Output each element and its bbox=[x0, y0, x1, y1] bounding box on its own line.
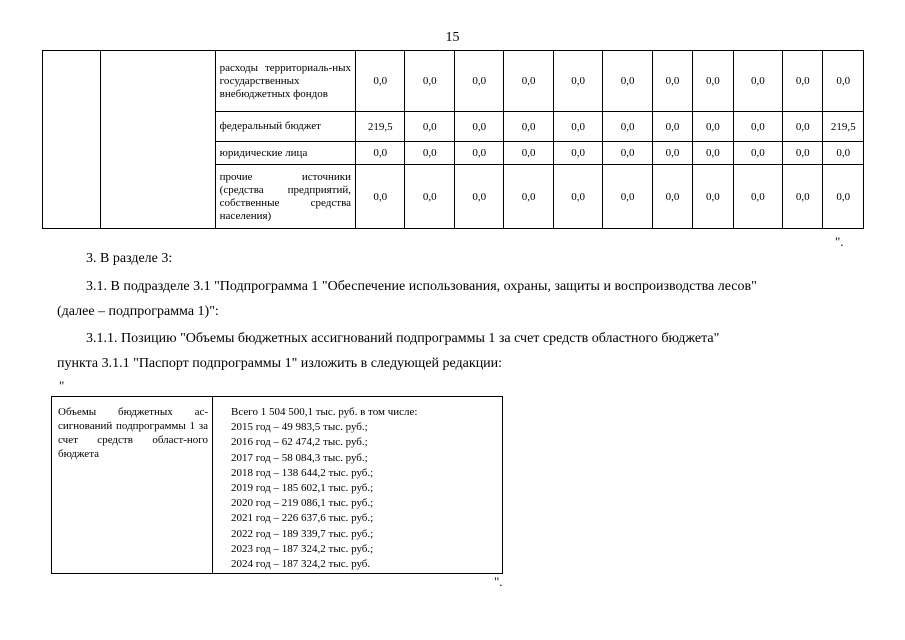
value-cell: 0,0 bbox=[504, 165, 553, 229]
closing-quote: ". bbox=[494, 574, 503, 589]
row-label: федеральный бюджет bbox=[215, 112, 355, 142]
value-cell: 219,5 bbox=[356, 112, 405, 142]
value-cell: 0,0 bbox=[693, 165, 733, 229]
passport-line: 2019 год – 185 602,1 тыс. руб.; bbox=[231, 482, 374, 495]
row-label: прочие источники (средства предприятий, собственные средства населения) bbox=[215, 165, 355, 229]
value-cell: 0,0 bbox=[454, 165, 503, 229]
value-cell: 0,0 bbox=[553, 112, 602, 142]
value-cell: 0,0 bbox=[693, 112, 733, 142]
opening-quote: " bbox=[59, 378, 65, 393]
passport-table bbox=[51, 396, 503, 574]
value-cell: 0,0 bbox=[733, 142, 782, 165]
passport-line: 2016 год – 62 474,2 тыс. руб.; bbox=[231, 436, 368, 449]
value-cell: 0,0 bbox=[454, 142, 503, 165]
passport-line: Всего 1 504 500,1 тыс. руб. в том числе: bbox=[231, 406, 418, 418]
value-cell: 0,0 bbox=[733, 112, 782, 142]
value-cell: 0,0 bbox=[783, 165, 823, 229]
passport-label: Объемы бюджетных ас-сигнований подпрограммы 1 за счет средств област-ного бюджета bbox=[52, 397, 213, 574]
value-cell: 0,0 bbox=[356, 142, 405, 165]
passport-line: 2021 год – 226 637,6 тыс. руб.; bbox=[231, 512, 374, 525]
value-cell: 0,0 bbox=[504, 51, 553, 112]
paragraph-3-1-1: 3.1.1. Позицию "Объемы бюджетных ассигнований подпрограммы 1 за счет средств областного бюджета" bbox=[86, 331, 720, 346]
value-cell: 0,0 bbox=[504, 142, 553, 165]
value-cell: 0,0 bbox=[783, 112, 823, 142]
passport-line: 2022 год – 189 339,7 тыс. руб.; bbox=[231, 527, 374, 540]
value-cell: 0,0 bbox=[652, 165, 692, 229]
value-cell: 0,0 bbox=[356, 165, 405, 229]
value-cell: 0,0 bbox=[652, 51, 692, 112]
value-cell: 0,0 bbox=[733, 165, 782, 229]
value-cell: 0,0 bbox=[603, 51, 652, 112]
value-cell: 0,0 bbox=[405, 142, 454, 165]
paragraph-3-1-continued: (далее – подпрограмма 1)": bbox=[57, 304, 219, 319]
passport-line: 2018 год – 138 644,2 тыс. руб.; bbox=[231, 466, 374, 479]
value-cell: 0,0 bbox=[783, 51, 823, 112]
value-cell: 0,0 bbox=[504, 112, 553, 142]
value-cell: 0,0 bbox=[652, 142, 692, 165]
value-cell: 0,0 bbox=[823, 51, 864, 112]
section-heading: 3. В разделе 3: bbox=[86, 251, 173, 266]
passport-line: 2015 год – 49 983,5 тыс. руб.; bbox=[231, 421, 368, 434]
value-cell: 0,0 bbox=[733, 51, 782, 112]
value-cell: 0,0 bbox=[603, 112, 652, 142]
passport-line: 2023 год – 187 324,2 тыс. руб.; bbox=[231, 542, 374, 555]
value-cell: 0,0 bbox=[553, 142, 602, 165]
value-cell: 0,0 bbox=[356, 51, 405, 112]
value-cell: 0,0 bbox=[823, 142, 864, 165]
value-cell: 0,0 bbox=[454, 112, 503, 142]
value-cell: 0,0 bbox=[454, 51, 503, 112]
value-cell: 0,0 bbox=[693, 51, 733, 112]
passport-line: 2024 год – 187 324,2 тыс. руб. bbox=[231, 558, 371, 571]
value-cell: 0,0 bbox=[553, 165, 602, 229]
value-cell: 0,0 bbox=[783, 142, 823, 165]
passport-line: 2017 год – 58 084,3 тыс. руб.; bbox=[231, 451, 368, 464]
value-cell: 0,0 bbox=[603, 142, 652, 165]
value-cell: 219,5 bbox=[823, 112, 864, 142]
paragraph-3-1: 3.1. В подразделе 3.1 "Подпрограмма 1 "Обеспечение использования, охраны, защиты и воспроизводства лесов" bbox=[86, 279, 757, 294]
value-cell: 0,0 bbox=[652, 112, 692, 142]
value-cell: 0,0 bbox=[405, 165, 454, 229]
paragraph-3-1-1-continued: пункта 3.1.1 "Паспорт подпрограммы 1" изложить в следующей редакции: bbox=[57, 356, 503, 371]
value-cell: 0,0 bbox=[553, 51, 602, 112]
value-cell: 0,0 bbox=[603, 165, 652, 229]
row-label: юридические лица bbox=[215, 142, 355, 165]
empty-cell bbox=[100, 51, 215, 229]
budget-sources-table bbox=[42, 50, 864, 229]
page-number: 15 bbox=[445, 30, 460, 45]
empty-cell bbox=[43, 51, 101, 229]
passport-line: 2020 год – 219 086,1 тыс. руб.; bbox=[231, 497, 374, 510]
value-cell: 0,0 bbox=[405, 112, 454, 142]
value-cell: 0,0 bbox=[405, 51, 454, 112]
value-cell: 0,0 bbox=[693, 142, 733, 165]
passport-content bbox=[213, 397, 503, 574]
value-cell: 0,0 bbox=[823, 165, 864, 229]
row-label: расходы территориаль-ных государственных внебюджетных фондов bbox=[215, 51, 355, 112]
closing-quote: ". bbox=[835, 234, 844, 249]
